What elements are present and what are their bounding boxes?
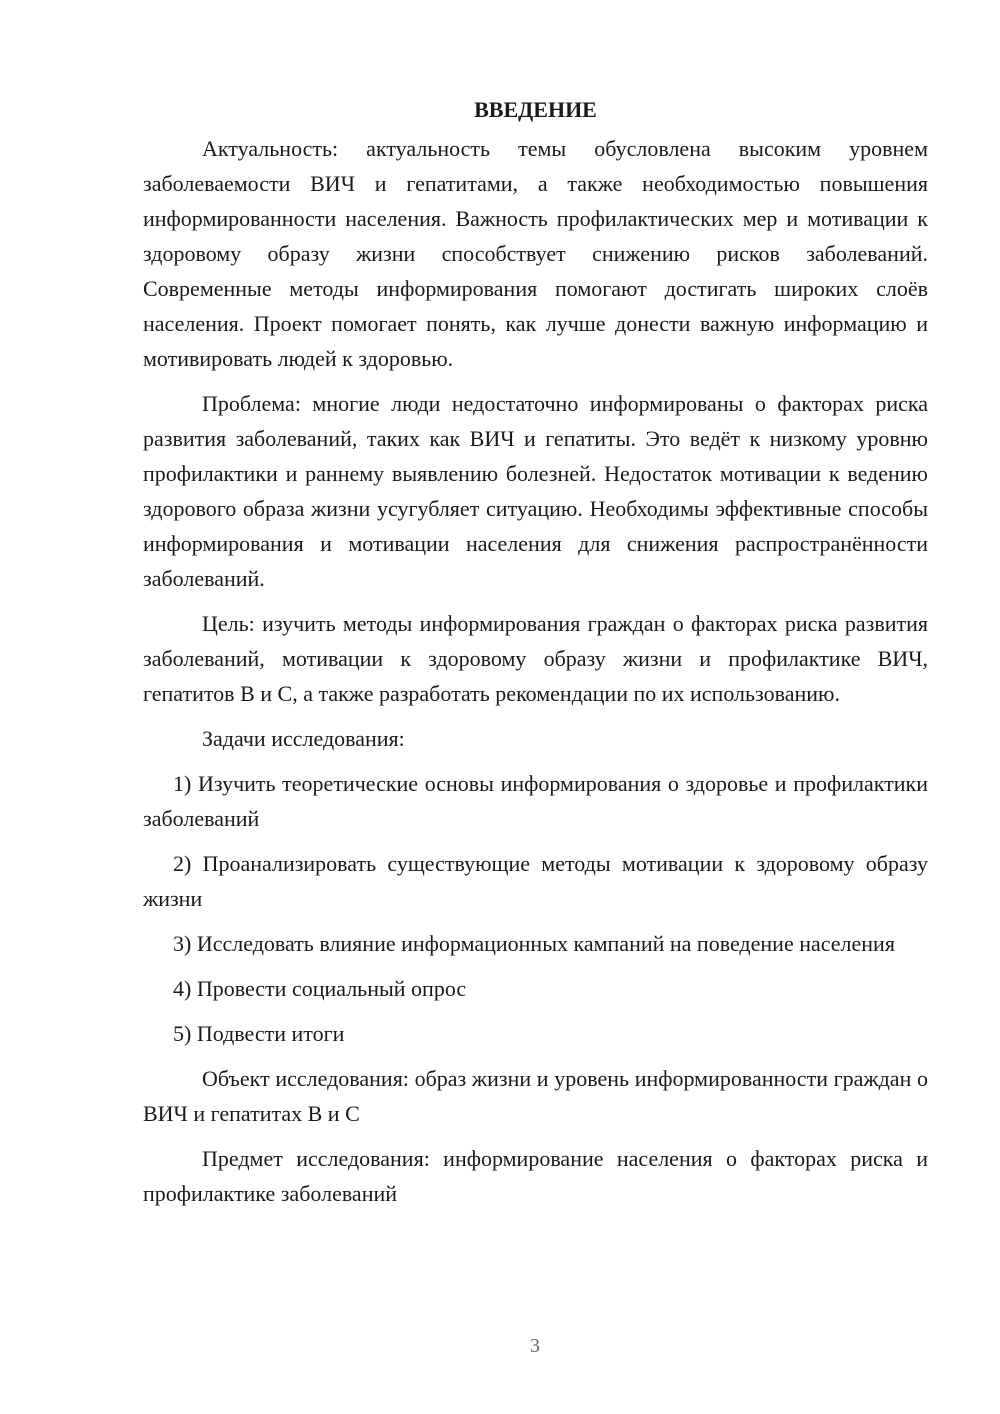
problem-paragraph: Проблема: многие люди недостаточно информированы о факторах риска развития заболеваний, таких как ВИЧ и гепатиты. Это ведёт к низкому уровню профилактики и раннему выявлению болезней. Недостаток мотивации к ведению здорового образа жизни усугубляет ситуацию. Необходимы эффективные способы информирования и мотивации населения для снижения распространённости заболеваний. xyxy=(143,391,928,591)
page-number: 3 xyxy=(530,1335,540,1357)
tasks-list xyxy=(143,766,928,1051)
task-item: 3) Исследовать влияние информационных кампаний на поведение населения xyxy=(173,931,895,956)
research-subject-paragraph: Предмет исследования: информирование населения о факторах риска и профилактике заболеваний xyxy=(143,1146,928,1206)
goal-paragraph: Цель: изучить методы информирования граждан о факторах риска развития заболеваний, мотивации к здоровому образу жизни и профилактике ВИЧ, гепатитов В и С, а также разработать рекомендации по их использованию. xyxy=(143,611,928,706)
document-page xyxy=(143,92,928,1221)
task-item: 1) Изучить теоретические основы информирования о здоровье и профилактики заболеваний xyxy=(143,771,928,831)
task-item: 5) Подвести итоги xyxy=(173,1021,345,1046)
task-item: 2) Проанализировать существующие методы мотивации к здоровому образу жизни xyxy=(143,851,928,911)
tasks-heading: Задачи исследования: xyxy=(202,726,405,751)
task-item: 4) Провести социальный опрос xyxy=(173,976,467,1001)
relevance-paragraph: Актуальность: актуальность темы обусловлена высоким уровнем заболеваемости ВИЧ и гепатитами, а также необходимостью повышения информированности населения. Важность профилактических мер и мотивации к здоровому образу жизни способствует снижению рисков заболеваний. Современные методы информирования помогают достигать широких слоёв населения. Проект помогает понять, как лучше донести важную информацию и мотивировать людей к здоровью. xyxy=(143,136,928,371)
research-object-paragraph: Объект исследования: образ жизни и уровень информированности граждан о ВИЧ и гепатитах В и С xyxy=(143,1066,928,1126)
section-title: ВВЕДЕНИЕ xyxy=(474,97,597,122)
